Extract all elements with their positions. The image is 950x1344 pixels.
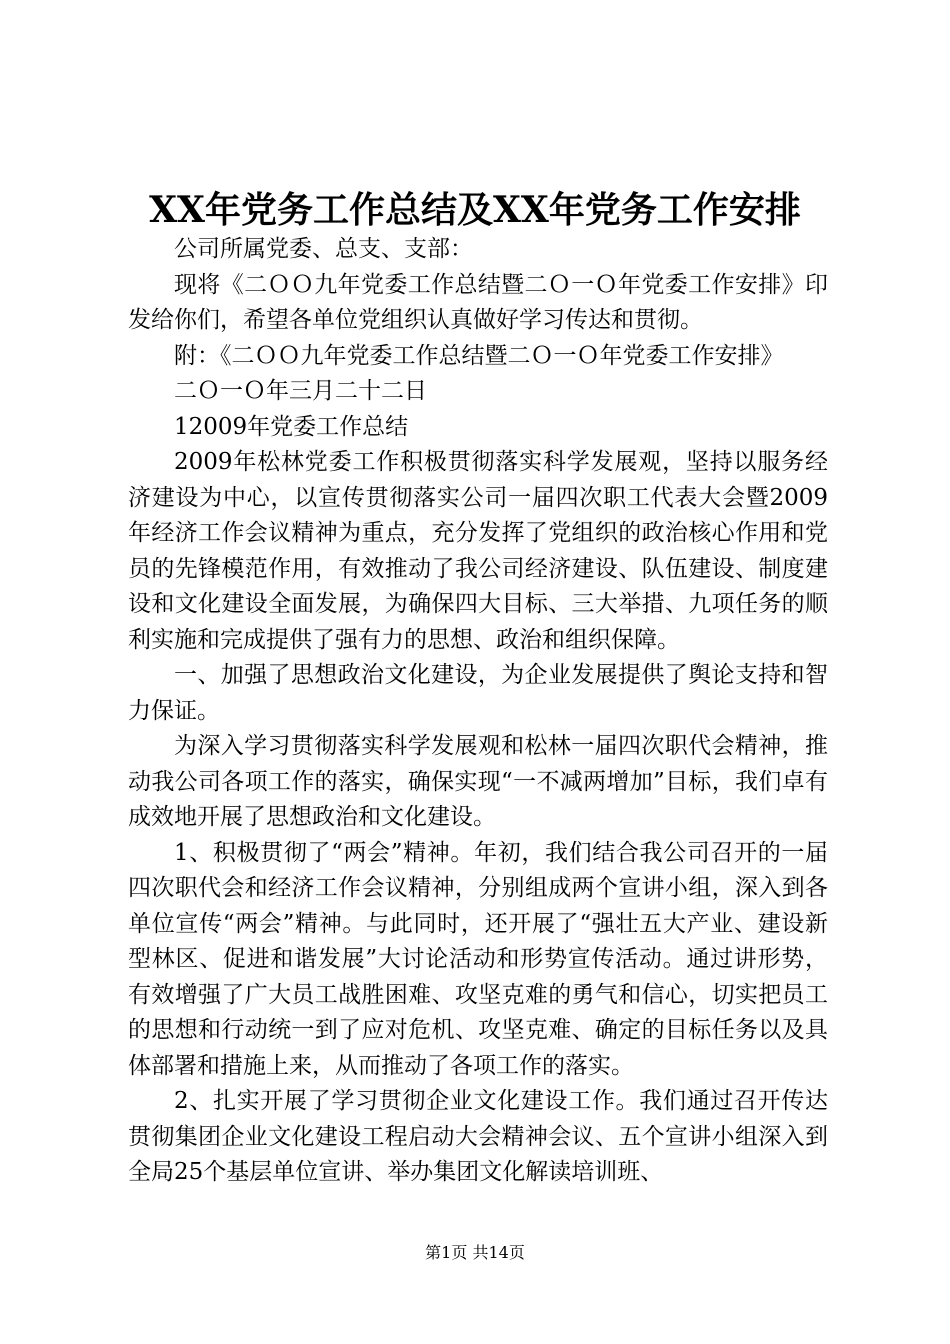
page-number: 第1页 [425,1243,468,1262]
document-body [128,232,828,1191]
paragraph-section-heading: 12009年党委工作总结 [174,413,409,440]
page-total: 共14页 [472,1243,525,1262]
paragraph-attachment: 附：《二ＯＯ九年党委工作总结暨二Ｏ一Ｏ年党委工作安排》 [174,342,784,369]
paragraph-item-one: 1、积极贯彻了“两会”精神。年初，我们结合我公司召开的一届四次职代会和经济工作会议精神，分别组成两个宣讲小组，深入到各单位宣传“两会”精神。与此同时，还开展了“强壮五大产业、建设新型林区、促进和谐发展”大讨论活动和形势宣传活动。通过讲形势，有效增强了广大员工战胜困难、攻坚克难的勇气和信心，切实把员工的思想和行动统一到了应对危机、攻坚克难、确定的目标任务以及具体部署和措施上来，从而推动了各项工作的落实。 [128,839,828,1079]
paragraph-heading-one: 一、加强了思想政治文化建设，为企业发展提供了舆论支持和智力保证。 [128,662,828,724]
paragraph-date: 二Ｏ一Ｏ年三月二十二日 [174,378,427,404]
paragraph-intro-one: 为深入学习贯彻落实科学发展观和松林一届四次职代会精神，推动我公司各项工作的落实，确保实现“一不减两增加”目标，我们卓有成效地开展了思想政治和文化建设。 [128,733,828,830]
paragraph-item-two: 2、扎实开展了学习贯彻企业文化建设工作。我们通过召开传达贯彻集团企业文化建设工程启动大会精神会议、五个宣讲小组深入到全局25个基层单位宣讲、举办集团文化解读培训班、 [128,1088,828,1185]
paragraph-notice: 现将《二ＯＯ九年党委工作总结暨二Ｏ一Ｏ年党委工作安排》印发给你们，希望各单位党组织认真做好学习传达和贯彻。 [128,271,828,333]
document-title: XX年党务工作总结及XX年党务工作安排 [149,189,801,231]
paragraph-summary: 2009年松林党委工作积极贯彻落实科学发展观，坚持以服务经济建设为中心，以宣传贯彻落实公司一届四次职工代表大会暨2009年经济工作会议精神为重点，充分发挥了党组织的政治核心作用和党员的先锋模范作用，有效推动了我公司经济建设、队伍建设、制度建设和文化建设全面发展，为确保四大目标、三大举措、九项任务的顺利实施和完成提供了强有力的思想、政治和组织保障。 [128,449,828,653]
paragraph-addressee: 公司所属党委、总支、支部： [174,236,473,262]
page-footer [0,1242,950,1264]
